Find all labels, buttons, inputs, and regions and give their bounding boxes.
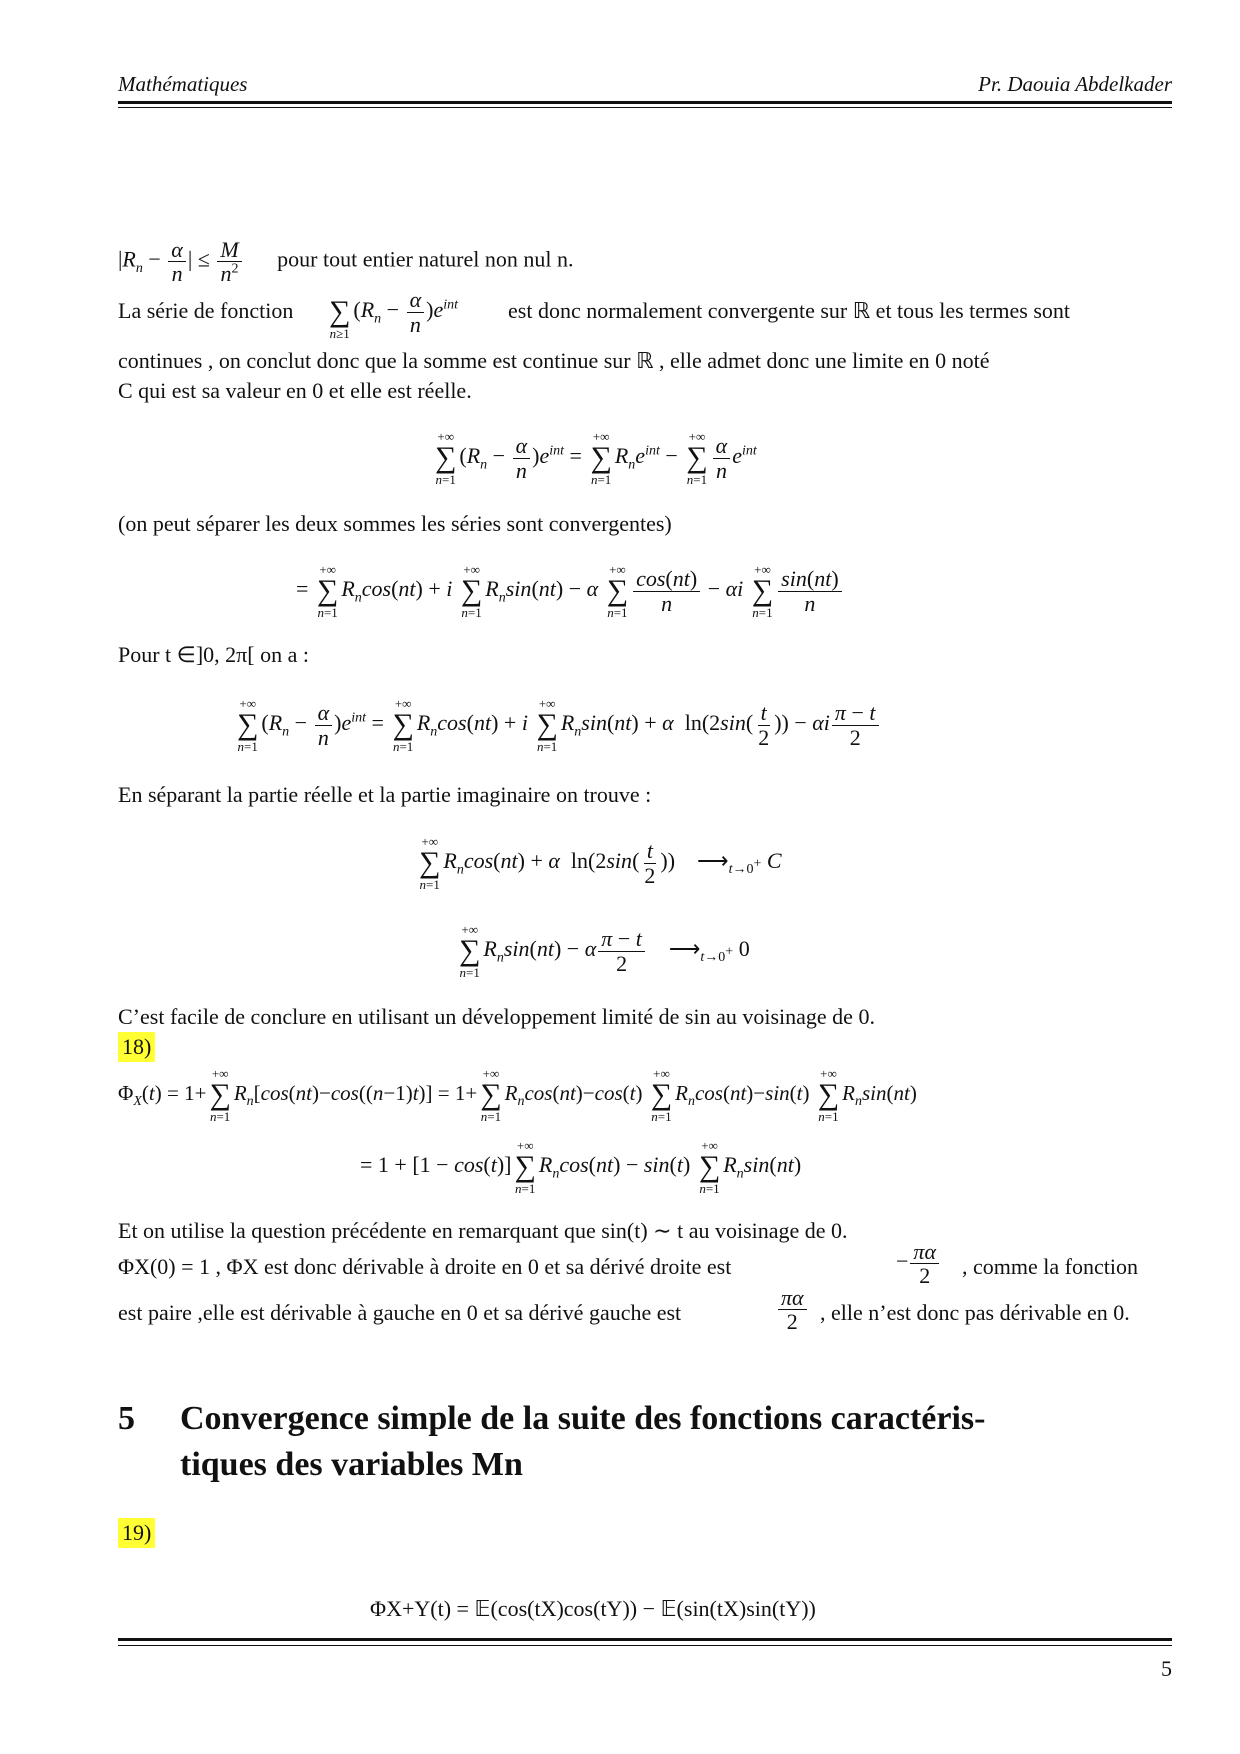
equation-phi-x: $\Phi_X(t) = 1+$ +∞ ∑ n=1 $R_n[\cos(nt)-\cos((n-1)t)] = 1+$ +∞ ∑ n=1 $R_n\cos(nt)-\cos(t)$ +∞ ∑ n=1 $R_n\cos(nt)-\sin(t)$ +∞ ∑ n=1 $R_n\sin(nt)$ — [118, 1066, 917, 1124]
footer-rule-thin — [118, 1645, 1172, 1646]
equation-closed-form: +∞ ∑ n=1 ($R_n$ − $\frac{\alpha}{n}$ )$e^{int}$ = +∞ ∑ n=1 $R_n\cos(nt) + i$ +∞ ∑ n=1 $R_n\sin(nt) + \alpha$ ln(2sin( $\frac{t}{2}$ )) − αi $\frac{\pi - t}{2}$ — [234, 697, 881, 753]
section-number: 5 — [118, 1400, 135, 1437]
equation-phi-sum: ΦX+Y(t) = 𝔼(cos(tX)cos(tY)) − 𝔼(sin(tX)sin(tY)) — [370, 1596, 816, 1621]
para-series-c: continues , on conclut donc que la somme est continue sur ℝ , elle admet donc une limite en 0 noté — [118, 348, 990, 373]
para-conclude: C’est facile de conclure en utilisant un développement limité de sin au voisinage de 0. — [118, 1004, 875, 1029]
question-19-marker: 19) — [118, 1518, 155, 1548]
inequality-line: $|R_n$ − $\frac{\alpha}{n}$ | ≤ $\frac{M}{n^2}$ pour tout entier naturel non nul n. — [118, 237, 574, 287]
header-rule-thick — [118, 101, 1172, 104]
para-derivative-right: ΦX(0) = 1 , ΦX est donc dérivable à droite en 0 et sa dérivé droite est — [118, 1254, 732, 1279]
para-equivalent: Et on utilise la question précédente en remarquant que sin(t) ∼ t au voisinage de 0. — [118, 1218, 848, 1243]
equation-split-sums: +∞ ∑ n=1 ($R_n$ − $\frac{\alpha}{n}$ )$e^{int}$ = +∞ ∑ n=1 $R_ne^{int}$ − +∞ ∑ n=1 $\frac{\alpha}{n}$ $e^{int}$ — [435, 429, 757, 487]
equation-phi-x-simplified: = 1 + [1 − cos(t)] +∞ ∑ n=1 $R_n\cos(nt) - \sin(t)$ +∞ ∑ n=1 $R_n\sin(nt)$ — [360, 1138, 802, 1196]
para-series-b: est donc normalement convergente sur ℝ et tous les termes sont — [508, 298, 1070, 323]
para-interval: Pour t ∈]0, 2π[ on a : — [118, 642, 309, 667]
para-derivative-left-end: , elle n’est donc pas dérivable en 0. — [820, 1300, 1130, 1325]
header-right: Pr. Daouia Abdelkader — [978, 72, 1172, 96]
right-derivative-value: − $\frac{\pi\alpha}{2}$ — [896, 1240, 941, 1287]
equation-cos-sin-expansion: = +∞ ∑ n=1 $R_n\cos(nt) + i$ +∞ ∑ n=1 $R_n\sin(nt) - \alpha$ +∞ ∑ n=1 $\frac{\cos(nt)}{n}$ − αi +∞ ∑ n=1 $\frac{\sin(nt)}{n}$ — [296, 563, 844, 619]
footer-rule-thick — [118, 1638, 1172, 1641]
para-derivative-left: est paire ,elle est dérivable à gauche en 0 et sa dérivé gauche est — [118, 1300, 682, 1325]
section-title-line1: Convergence simple de la suite des fonctions caractéris- — [180, 1400, 986, 1437]
header-rule-thin — [118, 107, 1172, 108]
para-real-imag: En séparant la partie réelle et la partie imaginaire on trouve : — [118, 782, 652, 807]
section-title-line2: tiques des variables Mn — [180, 1446, 523, 1483]
equation-imag-part-limit: +∞ ∑ n=1 $R_n\sin(nt) - \alpha$ $\frac{\pi - t}{2}$ $⟶_{t\to 0^+}$ 0 — [459, 922, 750, 980]
series-inline-formula: ∑ n≥1 ($R_n$ − $\frac{\alpha}{n}$ )$e^{int}$ — [329, 287, 459, 341]
para-series-a: La série de fonction — [118, 298, 294, 323]
left-derivative-value: $\frac{\pi\alpha}{2}$ — [776, 1286, 809, 1333]
equation-real-part-limit: +∞ ∑ n=1 $R_n\cos(nt) + \alpha$ ln(2sin( $\frac{t}{2}$ )) $⟶_{t\to 0^+}$ C — [419, 834, 782, 892]
inequality-tail: pour tout entier naturel non nul n. — [277, 246, 574, 272]
question-18-marker: 18) — [118, 1032, 155, 1062]
page-number: 5 — [1161, 1656, 1172, 1681]
para-separate: (on peut séparer les deux sommes les séries sont convergentes) — [118, 511, 672, 536]
para-series-d: C qui est sa valeur en 0 et elle est réelle. — [118, 378, 472, 403]
para-derivative-right-end: , comme la fonction — [962, 1254, 1138, 1279]
header-left: Mathématiques — [118, 72, 248, 96]
